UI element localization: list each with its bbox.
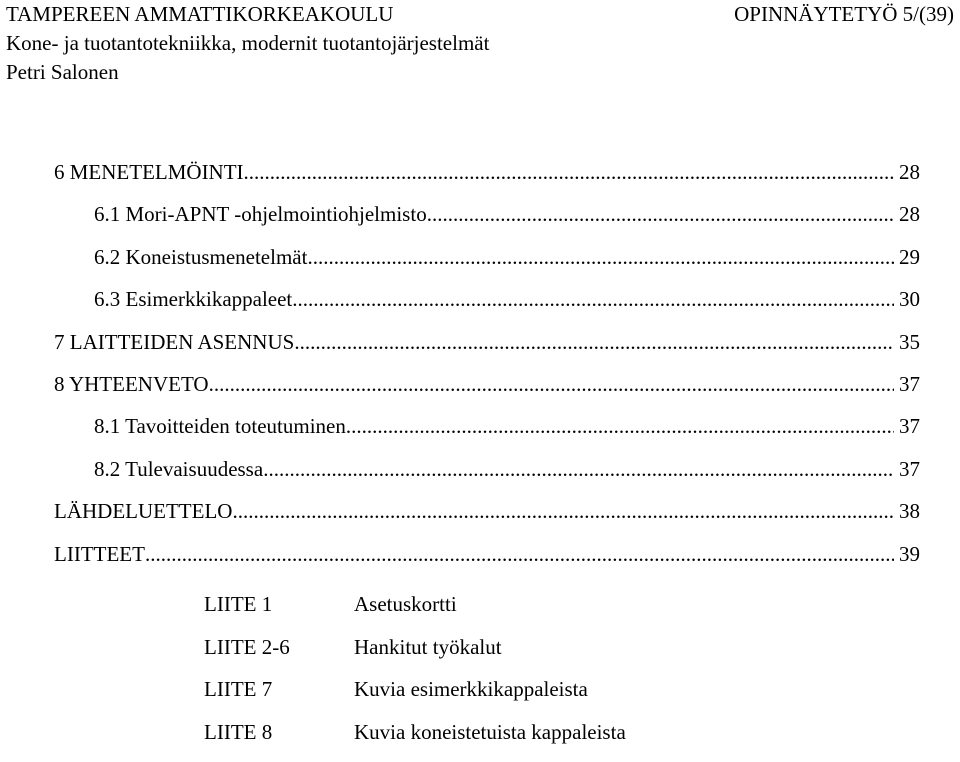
toc-entry-page: 28	[899, 202, 920, 227]
appendix-row	[204, 676, 904, 719]
toc-entry[interactable]	[54, 244, 920, 286]
appendix-description: Hankitut työkalut	[354, 634, 502, 659]
toc-entry-title: 6.3 Esimerkkikappaleet	[94, 287, 293, 312]
appendix-id: LIITE 1	[204, 592, 273, 616]
toc-entry[interactable]	[54, 456, 920, 498]
toc-entry-page: 39	[899, 541, 920, 566]
page-header	[6, 0, 954, 87]
document-type-page-number: OPINNÄYTETYÖ 5/(39)	[734, 2, 954, 26]
toc-dot-leader	[292, 286, 894, 312]
toc-dot-leader	[209, 371, 894, 397]
toc-entry[interactable]	[54, 541, 920, 583]
appendix-description: Kuvia koneistetuista kappaleista	[354, 720, 626, 745]
appendix-row	[204, 634, 904, 677]
toc-dot-leader	[346, 413, 894, 439]
toc-entry-page: 38	[899, 499, 920, 524]
toc-entry-page: 37	[899, 456, 920, 481]
institution-name: TAMPEREEN AMMATTIKORKEAKOULU	[6, 2, 394, 26]
toc-entry-title: 8 YHTEENVETO	[54, 371, 209, 396]
appendix-list	[204, 591, 904, 762]
toc-entry-page: 35	[899, 329, 920, 354]
toc-dot-leader	[244, 159, 894, 185]
author-name: Petri Salonen	[6, 60, 119, 84]
toc-entry-title: 6.1 Mori-APNT -ohjelmointiohjelmisto	[94, 202, 427, 227]
appendix-description: Kuvia esimerkkikappaleista	[354, 677, 588, 702]
appendix-row	[204, 719, 904, 762]
toc-entry-page: 28	[899, 160, 920, 184]
toc-entry-title: 6.2 Koneistusmenetelmät	[94, 244, 308, 269]
toc-entry-title: 6 MENETELMÖINTI	[54, 160, 244, 184]
toc-dot-leader	[232, 498, 894, 524]
toc-entry-title: 8.1 Tavoitteiden toteutuminen	[94, 414, 346, 439]
appendix-id: LIITE 7	[204, 677, 273, 702]
toc-entry[interactable]	[54, 413, 920, 455]
header-top-row	[6, 0, 954, 29]
toc-dot-leader	[427, 201, 894, 227]
toc-dot-leader	[307, 244, 894, 270]
toc-entry[interactable]	[54, 371, 920, 413]
toc-entry[interactable]	[54, 159, 920, 201]
toc-dot-leader	[145, 541, 894, 567]
appendix-description: Asetuskortti	[354, 592, 457, 616]
appendix-row	[204, 591, 904, 634]
toc-entry-page: 29	[899, 244, 920, 269]
toc-entry-title: LÄHDELUETTELO	[54, 499, 233, 524]
toc-entry-page: 30	[899, 287, 920, 312]
toc-entry-title: 7 LAITTEIDEN ASENNUS	[54, 329, 295, 354]
appendix-id: LIITE 2-6	[204, 634, 290, 659]
toc-entry[interactable]	[54, 498, 920, 540]
toc-entry[interactable]	[54, 286, 920, 328]
appendix-id: LIITE 8	[204, 720, 273, 745]
toc-entry[interactable]	[54, 329, 920, 371]
toc-entry-page: 37	[899, 371, 920, 396]
toc-entry[interactable]	[54, 201, 920, 243]
programme-name: Kone- ja tuotantotekniikka, modernit tuotantojärjestelmät	[6, 31, 490, 55]
toc-dot-leader	[263, 456, 894, 482]
toc-entry-page: 37	[899, 414, 920, 439]
toc-entry-title: 8.2 Tulevaisuudessa	[94, 456, 264, 481]
toc-dot-leader	[294, 329, 894, 355]
toc-entry-title: LIITTEET	[54, 541, 145, 566]
table-of-contents	[54, 159, 920, 583]
